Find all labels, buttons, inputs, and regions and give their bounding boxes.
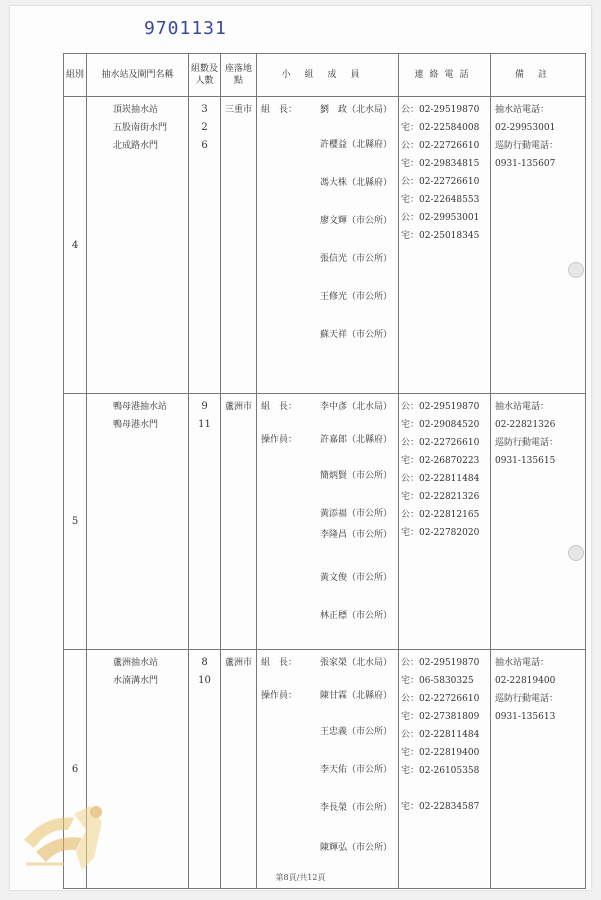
phone-number: 宅：02-22821326 xyxy=(401,492,480,502)
header-row xyxy=(64,54,586,97)
phone-number: 公：02-22726610 xyxy=(401,694,480,704)
member-name: 王忠義（市公所） xyxy=(319,727,392,737)
note-line: 巡防行動電話： xyxy=(495,694,559,704)
phone-number: 宅：02-22782020 xyxy=(401,528,480,538)
note-line: 巡防行動電話： xyxy=(495,438,559,448)
member-entry xyxy=(257,398,398,416)
count-value: 11 xyxy=(198,419,211,430)
member-name: 蘇天祥（市公所） xyxy=(319,330,392,340)
note-line: 巡防行動電話： xyxy=(495,141,559,151)
members-cell xyxy=(257,97,399,394)
member-name: 許櫻益（北縣府） xyxy=(319,140,392,150)
station-name: 北成路水門 xyxy=(113,141,159,151)
member-entry xyxy=(257,323,398,347)
member-name: 許嘉郎（北縣府） xyxy=(319,435,392,445)
member-entry xyxy=(257,171,398,195)
member-name: 李天佑（市公所） xyxy=(319,765,392,775)
note-line: 02-29953001 xyxy=(495,123,556,133)
phone-number: 宅：02-29084520 xyxy=(401,420,480,430)
member-name: 張信光（市公所） xyxy=(319,254,392,264)
member-role: 操作員： xyxy=(261,691,298,701)
location-value: 蘆洲市 xyxy=(224,402,252,412)
header-location: 座落地點 xyxy=(221,54,257,97)
member-entry xyxy=(257,101,398,119)
member-name: 馮大株（北縣府） xyxy=(319,178,392,188)
phone-number: 宅：02-26870223 xyxy=(401,456,480,466)
station-name: 蘆洲抽水站 xyxy=(113,658,159,668)
table-row-group-5 xyxy=(64,394,586,650)
member-name: 王修光（市公所） xyxy=(319,292,392,302)
phone-number: 公：02-29953001 xyxy=(401,213,480,223)
station-name: 頂崁抽水站 xyxy=(113,105,159,115)
members-cell xyxy=(257,394,399,650)
group-id: 5 xyxy=(64,394,87,650)
phone-number: 宅：06-5830325 xyxy=(401,676,474,686)
member-name: 廖文輝（市公所） xyxy=(319,216,392,226)
station-cell xyxy=(87,97,189,394)
member-entry xyxy=(257,758,398,782)
header-phone: 連絡電話 xyxy=(399,54,491,97)
member-name: 李隆昌（市公所） xyxy=(319,530,392,540)
phone-number: 公：02-22811484 xyxy=(401,730,480,740)
location-value: 蘆洲市 xyxy=(224,658,252,668)
location-cell xyxy=(221,650,257,889)
note-line: 抽水站電話： xyxy=(495,658,550,668)
phone-number: 宅：02-29834815 xyxy=(401,159,480,169)
member-entry xyxy=(257,464,398,488)
member-name: 黃添福（市公所） xyxy=(319,509,392,519)
member-role: 組 長： xyxy=(261,105,298,115)
member-name: 陳甘霖（北縣府） xyxy=(319,691,392,701)
members-cell xyxy=(257,650,399,889)
count-cell xyxy=(189,97,221,394)
member-entry xyxy=(257,285,398,309)
member-role: 組 長： xyxy=(261,402,298,412)
header-station: 抽水站及閘門名稱 xyxy=(87,54,189,97)
station-name: 五股南街水門 xyxy=(113,123,168,133)
location-cell xyxy=(221,97,257,394)
phone-cell xyxy=(399,394,491,650)
phone-cell xyxy=(399,97,491,394)
member-name: 張家榮（北水局） xyxy=(319,658,392,668)
location-value: 三重市 xyxy=(224,105,252,115)
contact-table xyxy=(63,53,586,889)
member-name: 黃文俊（市公所） xyxy=(319,573,392,583)
notes-cell xyxy=(491,97,586,394)
phone-number: 公：02-29519870 xyxy=(401,402,480,412)
phone-number: 宅：02-22584008 xyxy=(401,123,480,133)
member-entry xyxy=(257,684,398,708)
note-line: 抽水站電話： xyxy=(495,105,550,115)
location-cell xyxy=(221,394,257,650)
member-entry xyxy=(257,428,398,452)
phone-number: 宅：02-22648553 xyxy=(401,195,480,205)
table-row-group-4 xyxy=(64,97,586,394)
member-name: 劉 政（北水局） xyxy=(319,105,392,115)
header-count: 組數及人數 xyxy=(189,54,221,97)
count-value: 6 xyxy=(201,140,208,151)
notes-cell xyxy=(491,394,586,650)
header-members: 小組成員 xyxy=(257,54,399,97)
member-entry xyxy=(257,247,398,271)
count-cell xyxy=(189,650,221,889)
phone-number: 公：02-22726610 xyxy=(401,177,480,187)
notes-cell xyxy=(491,650,586,889)
member-role: 組 長： xyxy=(261,658,298,668)
page-footer: 第8頁/共12頁 xyxy=(275,873,326,882)
station-cell xyxy=(87,394,189,650)
count-value: 2 xyxy=(201,122,208,133)
phone-number: 宅：02-22834587 xyxy=(401,802,480,812)
note-line: 02-22821326 xyxy=(495,420,556,430)
phone-number: 公：02-29519870 xyxy=(401,105,480,115)
phone-number: 宅：02-26105358 xyxy=(401,766,480,776)
station-name: 鴨母港抽水站 xyxy=(113,402,168,412)
note-line: 02-22819400 xyxy=(495,676,556,686)
phone-number: 公：02-29519870 xyxy=(401,658,480,668)
member-name: 簡炳賢（市公所） xyxy=(319,471,392,481)
member-entry xyxy=(257,796,398,820)
member-name: 李中彥（北水局） xyxy=(319,402,392,412)
header-group: 組別 xyxy=(64,54,87,97)
phone-number: 公：02-22726610 xyxy=(401,141,480,151)
member-entry xyxy=(257,604,398,628)
note-line: 0931-135607 xyxy=(495,159,556,169)
member-entry xyxy=(257,654,398,672)
count-value: 10 xyxy=(198,675,211,686)
member-entry xyxy=(257,209,398,233)
member-name: 陳輝弘（市公所） xyxy=(319,843,392,853)
phone-number: 宅：02-22819400 xyxy=(401,748,480,758)
count-value: 3 xyxy=(201,104,208,115)
member-name: 林正標（市公所） xyxy=(319,611,392,621)
member-entry xyxy=(257,502,398,526)
phone-cell xyxy=(399,650,491,889)
header-notes: 備註 xyxy=(491,54,586,97)
member-entry xyxy=(257,133,398,157)
phone-number: 宅：02-27381809 xyxy=(401,712,480,722)
watermark-logo-icon xyxy=(16,800,112,876)
count-value: 8 xyxy=(201,657,208,668)
note-line: 0931-135613 xyxy=(495,712,556,722)
table-row-group-6 xyxy=(64,650,586,889)
note-line: 0931-135615 xyxy=(495,456,556,466)
note-line: 抽水站電話： xyxy=(495,402,550,412)
group-id: 4 xyxy=(64,97,87,394)
group-id: 6 xyxy=(64,650,87,889)
station-name: 鴨母港水門 xyxy=(113,420,159,430)
member-entry xyxy=(257,566,398,590)
member-name: 李長榮（市公所） xyxy=(319,803,392,813)
phone-number: 公：02-22811484 xyxy=(401,474,480,484)
phone-number: 公：02-22726610 xyxy=(401,438,480,448)
phone-number: 宅：02-25018345 xyxy=(401,231,480,241)
phone-number: 公：02-22812165 xyxy=(401,510,480,520)
member-entry xyxy=(257,836,398,860)
station-name: 水湳溝水門 xyxy=(113,676,159,686)
member-entry xyxy=(257,720,398,744)
document-number: 9701131 xyxy=(144,18,227,39)
member-role: 操作員： xyxy=(261,435,298,445)
member-entry xyxy=(257,526,398,544)
count-value: 9 xyxy=(201,401,208,412)
count-cell xyxy=(189,394,221,650)
